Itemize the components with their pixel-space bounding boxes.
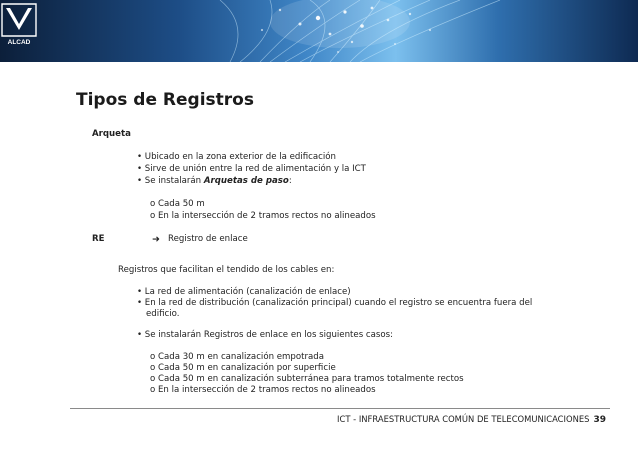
footer [337,414,606,425]
re-cases-bullet: • Se instalarán Registros de enlace en los siguientes casos: [137,330,394,340]
header-banner [0,0,638,62]
page-title: Tipos de Registros [76,90,254,110]
alcad-logo [0,0,38,46]
re-description: Registro de enlace [168,234,248,244]
logo-text: ALCAD [7,39,31,46]
arqueta-bullet: • Sirve de unión entre la red de alimentación y la ICT [137,164,366,174]
fiber-optic-background [0,0,638,62]
arqueta-bullet: • Ubicado en la zona exterior de la edificación [137,152,336,162]
re-case-item: o En la intersección de 2 tramos rectos no alineados [150,385,376,395]
page-number: 39 [593,415,606,425]
arrow-right-icon: ➜ [152,234,160,245]
re-label: RE [92,234,105,244]
footer-divider [70,408,610,409]
re-bullet-continuation: edificio. [146,309,180,319]
re-case-item: o Cada 50 m en canalización por superficie [150,363,336,373]
re-intro: Registros que facilitan el tendido de los cables en: [118,265,335,275]
arquetas-de-paso-emphasis: Arquetas de paso [203,176,289,186]
re-case-item: o Cada 50 m en canalización subterránea para tramos totalmente rectos [150,374,464,384]
arqueta-heading: Arqueta [92,129,131,139]
re-bullet: • La red de alimentación (canalización de enlace) [137,287,351,297]
re-case-item: o Cada 30 m en canalización empotrada [150,352,325,362]
arqueta-bullet: • Se instalarán Arquetas de paso: [137,176,292,186]
arqueta-sub-item: o Cada 50 m [150,199,205,209]
footer-text: ICT - INFRAESTRUCTURA COMÚN DE TELECOMUNICACIONES [337,414,590,424]
arqueta-sub-item: o En la intersección de 2 tramos rectos no alineados [150,211,376,221]
re-bullet: • En la red de distribución (canalización principal) cuando el registro se encuentra fuera del [137,298,533,308]
